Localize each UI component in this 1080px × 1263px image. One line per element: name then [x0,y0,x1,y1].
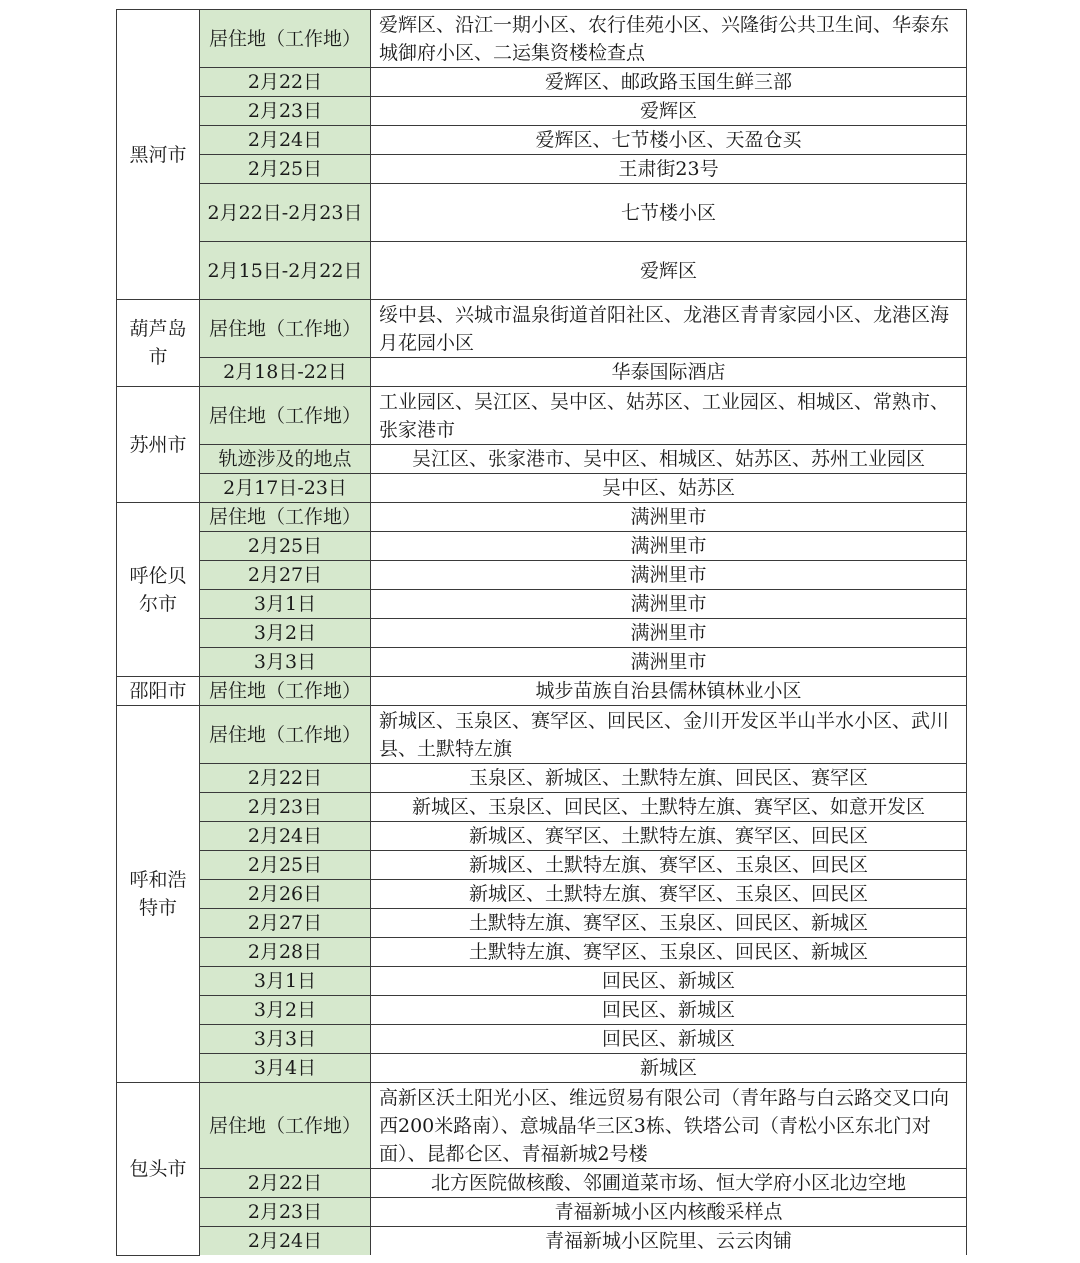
date-label-cell: 2月22日 [200,764,371,793]
locations-cell: 绥中县、兴城市温泉街道首阳社区、龙港区青青家园小区、龙港区海月花园小区 [371,300,967,358]
locations-cell: 高新区沃土阳光小区、维远贸易有限公司（青年路与白云路交叉口向西200米路南）、意城晶华三区3栋、铁塔公司（青松小区东北门对面）、昆都仑区、青福新城2号楼 [371,1083,967,1169]
city-cell-huludao: 葫芦岛市 [117,300,200,387]
date-label-cell: 2月27日 [200,909,371,938]
date-label-cell: 轨迹涉及的地点 [200,445,371,474]
date-label-cell: 3月1日 [200,590,371,619]
locations-cell: 北方医院做核酸、邻圃道菜市场、恒大学府小区北边空地 [371,1169,967,1198]
table-row [117,1169,967,1198]
locations-cell: 吴江区、张家港市、吴中区、相城区、姑苏区、苏州工业园区 [371,445,967,474]
date-label-cell: 3月3日 [200,1025,371,1054]
date-label-cell: 3月1日 [200,967,371,996]
table-row [117,387,967,445]
date-label-cell: 2月23日 [200,97,371,126]
locations-cell: 吴中区、姑苏区 [371,474,967,503]
locations-cell: 满洲里市 [371,590,967,619]
date-label-cell: 3月2日 [200,996,371,1025]
table-row [117,996,967,1025]
table-row [117,967,967,996]
table-row [117,619,967,648]
table-row [117,851,967,880]
locations-cell: 爱辉区、七节楼小区、天盈仓买 [371,126,967,155]
locations-cell: 爱辉区、邮政路玉国生鲜三部 [371,68,967,97]
table-row [117,561,967,590]
locations-cell: 新城区、玉泉区、赛罕区、回民区、金川开发区半山半水小区、武川县、土默特左旗 [371,706,967,764]
table-row [117,503,967,532]
date-label-cell: 3月4日 [200,1054,371,1083]
table-row [117,764,967,793]
date-label-cell: 2月23日 [200,1198,371,1227]
locations-cell: 满洲里市 [371,619,967,648]
date-label-cell: 2月26日 [200,880,371,909]
table-row [117,155,967,184]
date-label-cell: 2月25日 [200,851,371,880]
table-row [117,590,967,619]
city-cell-shaoyang: 邵阳市 [117,677,200,706]
locations-cell: 满洲里市 [371,648,967,677]
locations-cell: 土默特左旗、赛罕区、玉泉区、回民区、新城区 [371,938,967,967]
table-row [117,822,967,851]
table-row [117,10,967,68]
locations-cell: 满洲里市 [371,503,967,532]
locations-cell: 华泰国际酒店 [371,358,967,387]
table-row [117,184,967,242]
locations-cell: 新城区、赛罕区、土默特左旗、赛罕区、回民区 [371,822,967,851]
locations-cell: 爱辉区 [371,97,967,126]
date-label-cell: 居住地（工作地） [200,387,371,445]
table-row [117,938,967,967]
table-row [117,1054,967,1083]
date-label-cell: 2月22日 [200,68,371,97]
locations-cell: 满洲里市 [371,532,967,561]
date-label-cell: 2月17日-23日 [200,474,371,503]
city-cell-baotou: 包头市 [117,1083,200,1256]
table-row [117,677,967,706]
date-label-cell: 2月25日 [200,155,371,184]
locations-cell: 青福新城小区院里、云云肉铺 [371,1227,967,1256]
date-label-cell: 3月2日 [200,619,371,648]
date-label-cell: 居住地（工作地） [200,677,371,706]
date-label-cell: 2月22日-2月23日 [200,184,371,242]
table-row [117,909,967,938]
table-row [117,242,967,300]
city-cell-suzhou: 苏州市 [117,387,200,503]
locations-cell: 七节楼小区 [371,184,967,242]
city-cell-hohhot: 呼和浩特市 [117,706,200,1083]
table-row [117,445,967,474]
date-label-cell: 2月24日 [200,1227,371,1256]
locations-cell: 青福新城小区内核酸采样点 [371,1198,967,1227]
locations-cell: 新城区、土默特左旗、赛罕区、玉泉区、回民区 [371,851,967,880]
table-row [117,1083,967,1169]
table-body [117,10,967,1256]
date-label-cell: 2月25日 [200,532,371,561]
locations-cell: 工业园区、吴江区、吴中区、姑苏区、工业园区、相城区、常熟市、张家港市 [371,387,967,445]
table-row [117,68,967,97]
date-label-cell: 居住地（工作地） [200,503,371,532]
table-row [117,474,967,503]
table-row [117,793,967,822]
epidemic-location-table [116,9,967,1256]
table-row [117,648,967,677]
table-row [117,1025,967,1054]
date-label-cell: 2月15日-2月22日 [200,242,371,300]
table-row [117,300,967,358]
locations-cell: 回民区、新城区 [371,1025,967,1054]
locations-cell: 爱辉区、沿江一期小区、农行佳苑小区、兴隆街公共卫生间、华泰东城御府小区、二运集资楼检查点 [371,10,967,68]
table-row [117,1227,967,1256]
date-label-cell: 2月28日 [200,938,371,967]
locations-cell: 新城区、玉泉区、回民区、土默特左旗、赛罕区、如意开发区 [371,793,967,822]
date-label-cell: 2月23日 [200,793,371,822]
date-label-cell: 居住地（工作地） [200,706,371,764]
date-label-cell: 居住地（工作地） [200,300,371,358]
table-row [117,532,967,561]
date-label-cell: 居住地（工作地） [200,1083,371,1169]
locations-cell: 玉泉区、新城区、土默特左旗、回民区、赛罕区 [371,764,967,793]
table-row [117,126,967,155]
locations-cell: 回民区、新城区 [371,996,967,1025]
locations-cell: 新城区、土默特左旗、赛罕区、玉泉区、回民区 [371,880,967,909]
table-row [117,880,967,909]
locations-cell: 满洲里市 [371,561,967,590]
date-label-cell: 2月18日-22日 [200,358,371,387]
locations-cell: 城步苗族自治县儒林镇林业小区 [371,677,967,706]
locations-cell: 爱辉区 [371,242,967,300]
locations-cell: 土默特左旗、赛罕区、玉泉区、回民区、新城区 [371,909,967,938]
table-row [117,358,967,387]
table-row [117,97,967,126]
date-label-cell: 2月24日 [200,822,371,851]
date-label-cell: 2月27日 [200,561,371,590]
table-row [117,1198,967,1227]
table-row [117,706,967,764]
date-label-cell: 2月22日 [200,1169,371,1198]
date-label-cell: 居住地（工作地） [200,10,371,68]
date-label-cell: 2月24日 [200,126,371,155]
locations-cell: 回民区、新城区 [371,967,967,996]
city-cell-hulunbuir: 呼伦贝尔市 [117,503,200,677]
city-cell-heihe: 黑河市 [117,10,200,300]
locations-cell: 新城区 [371,1054,967,1083]
locations-cell: 王肃街23号 [371,155,967,184]
date-label-cell: 3月3日 [200,648,371,677]
